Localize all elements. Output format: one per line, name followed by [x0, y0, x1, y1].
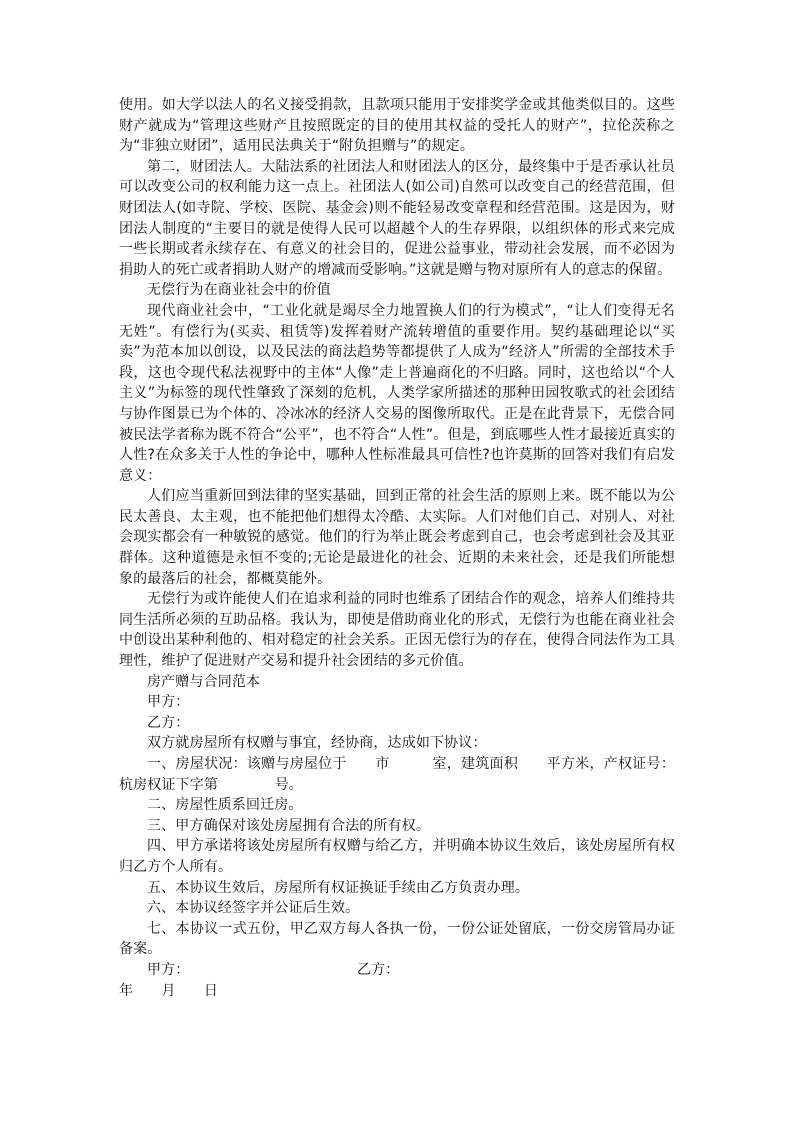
signature-row — [119, 960, 675, 981]
clause-3-ownership-guarantee: 三、甲方确保对该处房屋拥有合法的所有权。 — [147, 817, 430, 834]
clause-6-effectiveness: 六、本协议经签字并公证后生效。 — [147, 900, 360, 917]
date-line: 年 月 日 — [119, 982, 219, 999]
clause-4-transfer-promise: 四、甲方承诺将该处房屋所有权赠与给乙方，并明确本协议生效后，该处房屋所有权归乙方个人所有。 — [119, 838, 675, 875]
paragraph-modern-commerce: 现代商业社会中，“工业化就是竭尽全力地置换人们的行为模式”，“让人们变得无名无姓”。有偿行为(买卖、租赁等)发挥着财产流转增值的重要作用。契约基础理论以“买卖”为范本加以创设，以及民法的商法趋势等都提供了人成为“经济人”所需的全部技术手段，这也令现代私法视野中的主体“人像”走上普遍商化的不归路。同时，这也给以“个人主义”为标签的现代性肇致了深刻的危机，人类学家所描述的那种田园牧歌式的社会团结与协作图景已为个体的、冷冰冰的经济人交易的图像所取代。正是在此背景下，无偿合同被民法学者称为既不符合“公平”，也不符合“人性”。但是，到底哪些人性才最接近真实的人性?在众多关于人性的争论中，哪种人性标准最具可信性?也许莫斯的回答对我们有启发意义： — [119, 302, 675, 484]
party-a-line: 甲方： — [147, 694, 190, 711]
section-heading-gratuitous-value: 无偿行为在商业社会中的价值 — [147, 282, 331, 299]
clause-2-house-nature: 二、房屋性质系回迁房。 — [147, 797, 303, 814]
paragraph-gratuitous-conclusion: 无偿行为或许能使人们在追求利益的同时也维系了团结合作的观念，培养人们维持共同生活所必须的互助品格。我认为，即使是借助商业化的形式，无偿行为也能在商业社会中创设出某种利他的、相对稳定的社会关系。正因无偿行为的存在，使得合同法作为工具理性，维护了促进财产交易和提升社会团结的多元价值。 — [119, 591, 675, 670]
party-b-line: 乙方： — [147, 714, 190, 731]
contract-title: 房产赠与合同范本 — [147, 673, 261, 690]
contract-preamble: 双方就房屋所有权赠与事宜，经协商，达成如下协议： — [147, 735, 487, 752]
paragraph-foundation-legal-person: 第二，财团法人。大陆法系的社团法人和财团法人的区分，最终集中于是否承认社员可以改变公司的权利能力这一点上。社团法人(如公司)自然可以改变自己的经营范围，但财团法人(如寺院、学校、医院、基金会)则不能轻易改变章程和经营范围。这是因为，财团法人制度的“主要目的就是使得人民可以超越个人的生存界限，以组织体的形式来完成一些长期或者永续存在、有意义的社会目的，促进公益事业，带动社会发展，而不必因为捐助人的死亡或者捐助人财产的增减而受影响。”这就是赠与物对原所有人的意志的保留。 — [119, 158, 675, 278]
signature-party-a: 甲方： — [147, 961, 190, 978]
clause-5-certificate-change: 五、本协议生效后，房屋所有权证换证手续由乙方负责办理。 — [147, 879, 530, 896]
signature-party-b: 乙方： — [357, 961, 400, 978]
paragraph-foundation-property: 使用。如大学以法人的名义接受捐款，且款项只能用于安排奖学金或其他类似目的。这些财产就成为“管理这些财产且按照既定的目的使用其权益的受托人的财产”，拉伦茨称之为“非独立财团”，适用民法典关于“附负担赠与”的规定。 — [119, 97, 675, 155]
paragraph-mauss-quote: 人们应当重新回到法律的坚实基础，回到正常的社会生活的原则上来。既不能以为公民太善良、太主观，也不能把他们想得太冷酷、太实际。人们对他们自己、对别人、对社会现实都会有一种敏锐的感觉。他们的行为举止既会考虑到自己，也会考虑到社会及其亚群体。这种道德是永恒不变的;无论是最进化的社会、近期的未来社会，还是我们所能想象的最落后的社会，都概莫能外。 — [119, 488, 675, 587]
document-page — [119, 95, 675, 1001]
clause-7-copies: 七、本协议一式五份，甲乙双方每人各执一份，一份公证处留底，一份交房管局办证备案。 — [119, 920, 675, 958]
clause-1-house-status: 一、房屋状况：该赠与房屋位于 市 室，建筑面积 平方米，产权证号：杭房权证下字第 号。 — [119, 756, 675, 793]
